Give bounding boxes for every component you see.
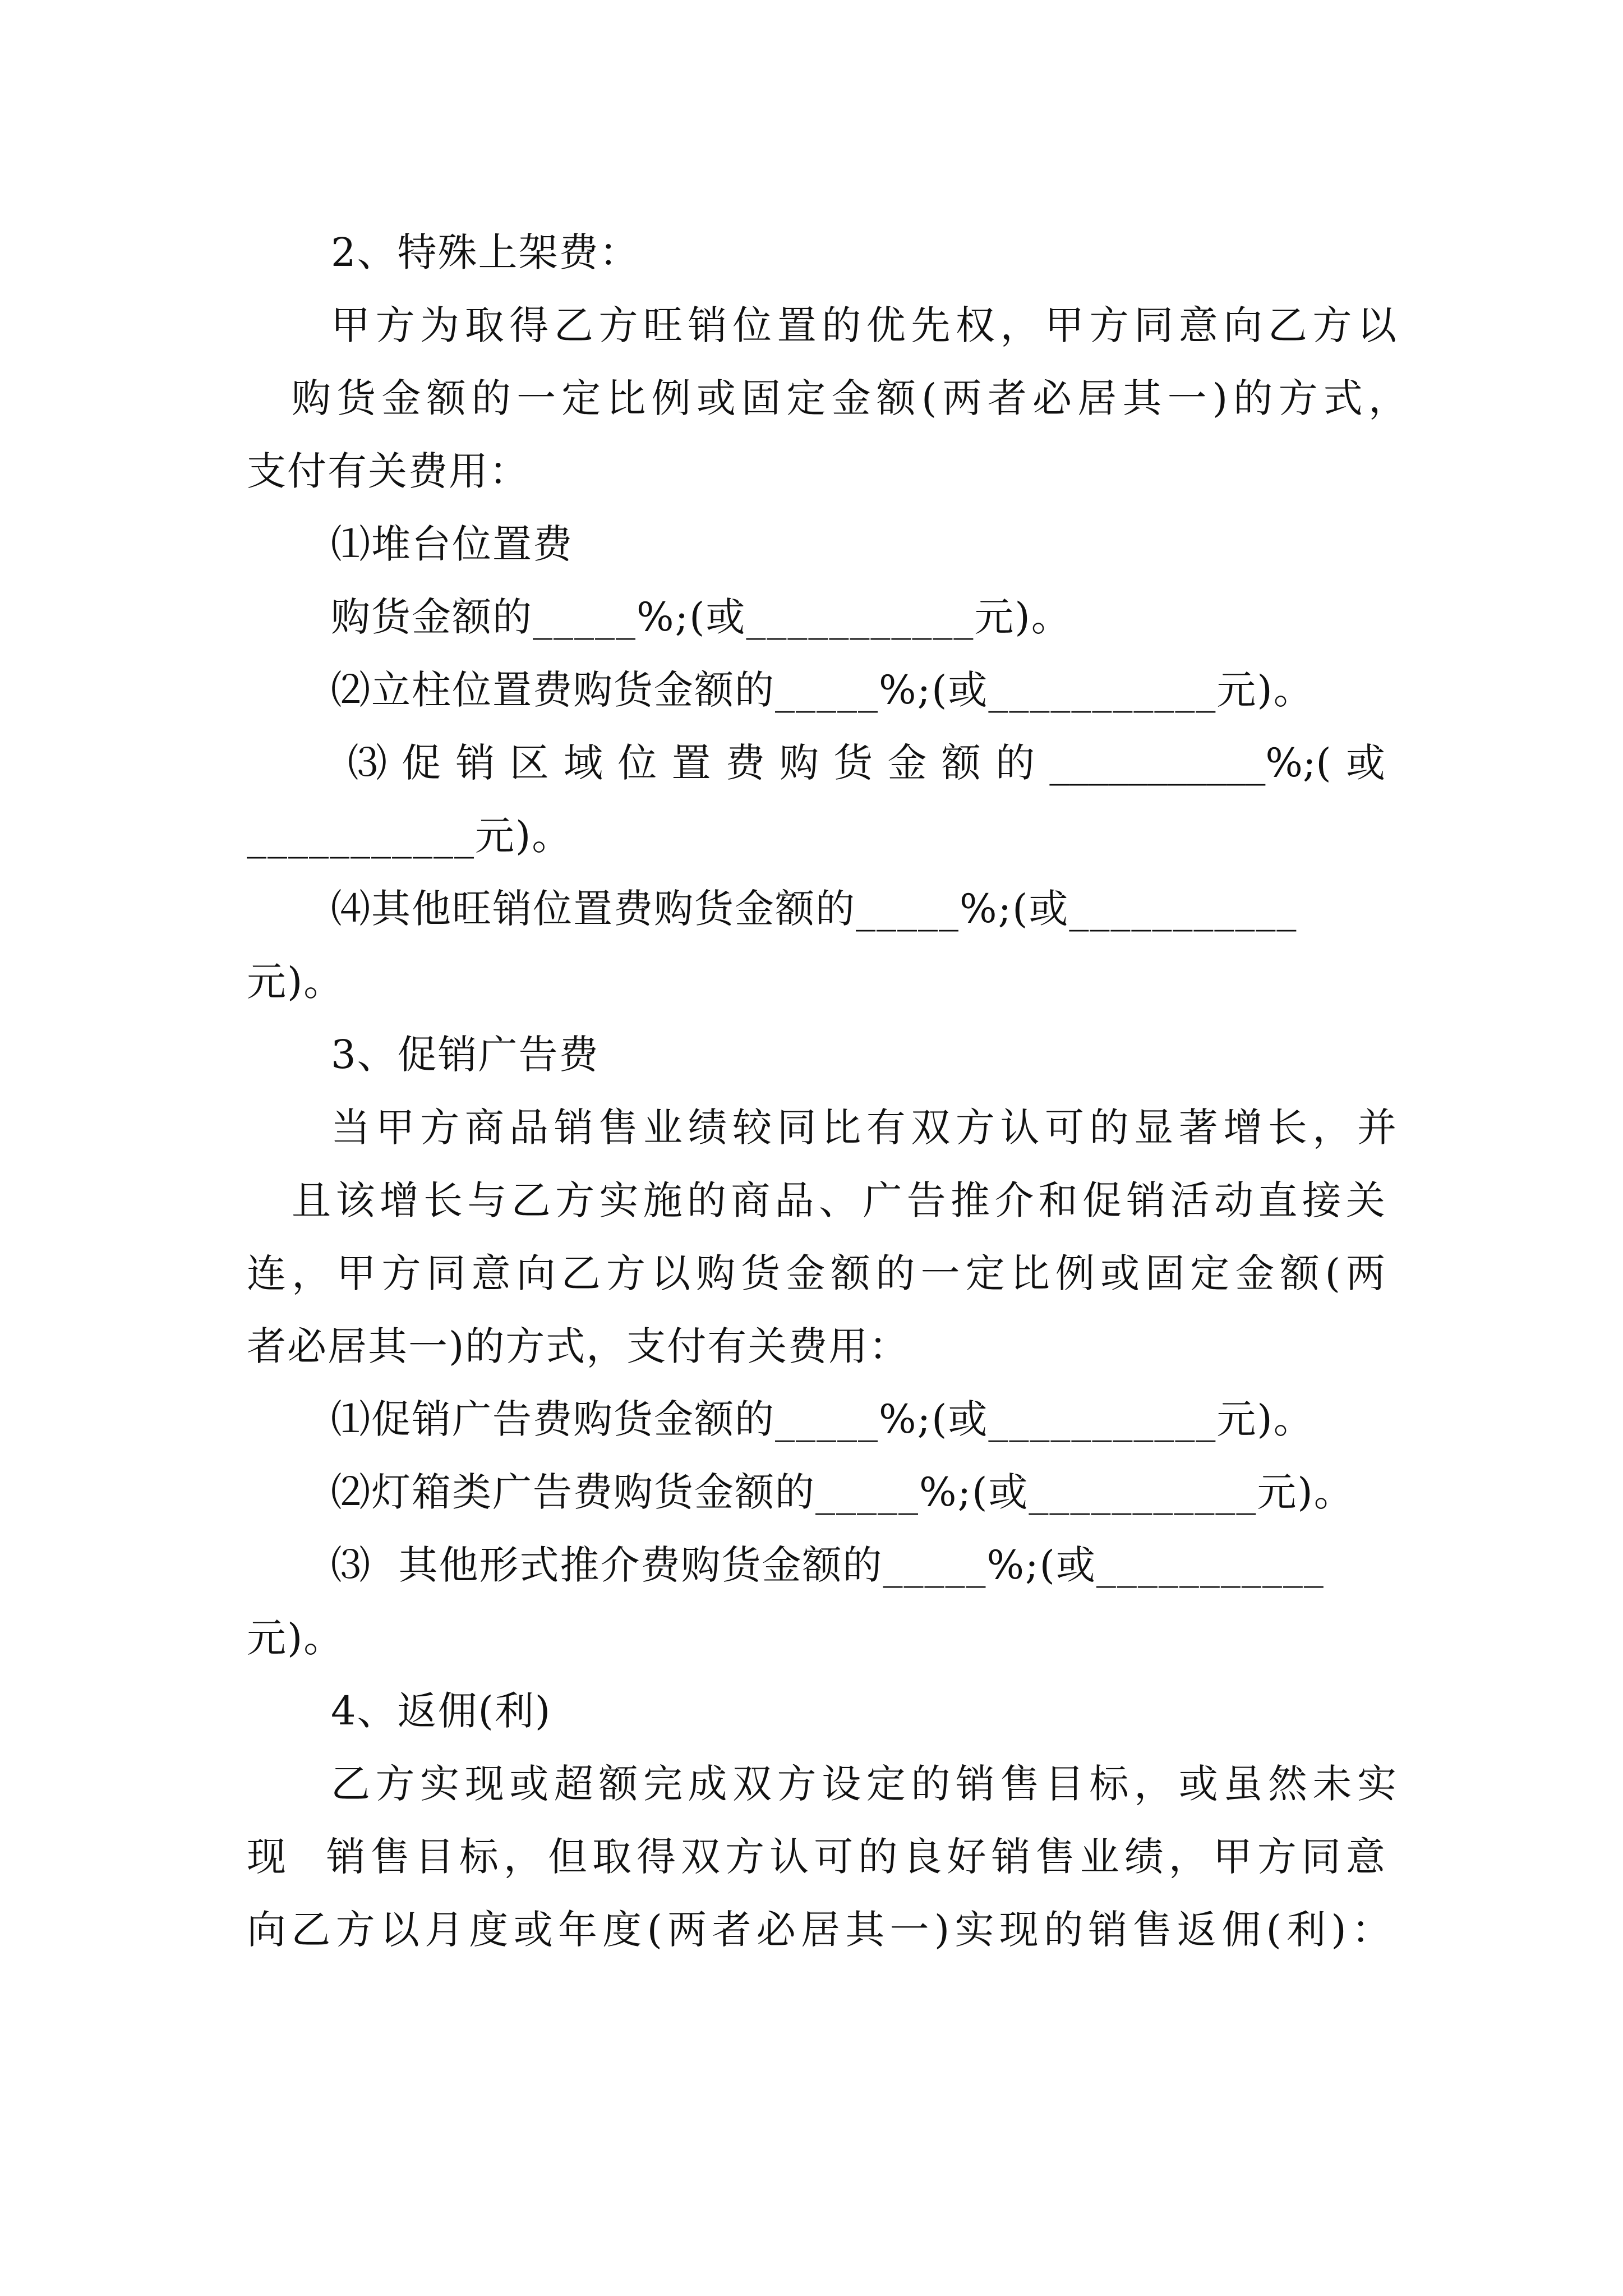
list-item: ⑶ 其他形式推介费购货金额的_____%;(或___________	[331, 1542, 1325, 1588]
paragraph-line: 甲方为取得乙方旺销位置的优先权，甲方同意向乙方以	[331, 302, 1396, 348]
list-item: ⑷其他旺销位置费购货金额的_____%;(或___________	[331, 886, 1298, 932]
list-item: ⑶促销区域位置费购货金额的___________%;(或	[348, 740, 1385, 786]
list-item: ⑴堆台位置费	[331, 521, 573, 567]
section-heading: 4、返佣(利)	[331, 1688, 552, 1734]
paragraph-line: 且该增长与乙方实施的商品、广告推介和促销活动直接关	[292, 1177, 1385, 1223]
paragraph-line: 连，甲方同意向乙方以购货金额的一定比例或固定金额(两	[247, 1250, 1385, 1296]
section-heading: 2、特殊上架费：	[331, 229, 640, 275]
fill-in-line: 购货金额的_____%;(或___________元)。	[331, 594, 1072, 640]
paragraph-line: 者必居其一)的方式，支付有关费用：	[247, 1323, 910, 1369]
fill-in-line: 元)。	[247, 959, 344, 1005]
paragraph-line: 现 销售目标，但取得双方认可的良好销售业绩，甲方同意	[247, 1834, 1385, 1880]
list-item: ⑵灯箱类广告费购货金额的_____%;(或___________元)。	[331, 1469, 1354, 1515]
fill-in-line: 元)。	[247, 1615, 344, 1661]
section-heading: 3、促销广告费	[331, 1032, 600, 1078]
list-item: ⑴促销广告费购货金额的_____%;(或___________元)。	[331, 1396, 1314, 1442]
paragraph-line: 当甲方商品销售业绩较同比有双方认可的显著增长，并	[331, 1105, 1396, 1151]
paragraph-line: 乙方实现或超额完成双方设定的销售目标，或虽然未实	[331, 1761, 1396, 1807]
paragraph-line: 支付有关费用：	[247, 448, 529, 494]
paragraph-line: 向乙方以月度或年度(两者必居其一)实现的销售返佣(利)：	[247, 1907, 1391, 1953]
paragraph-line: 购货金额的一定比例或固定金额(两者必居其一)的方式，	[292, 375, 1408, 421]
list-item: ⑵立柱位置费购货金额的_____%;(或___________元)。	[331, 667, 1314, 713]
fill-in-line: ___________元)。	[247, 813, 573, 859]
